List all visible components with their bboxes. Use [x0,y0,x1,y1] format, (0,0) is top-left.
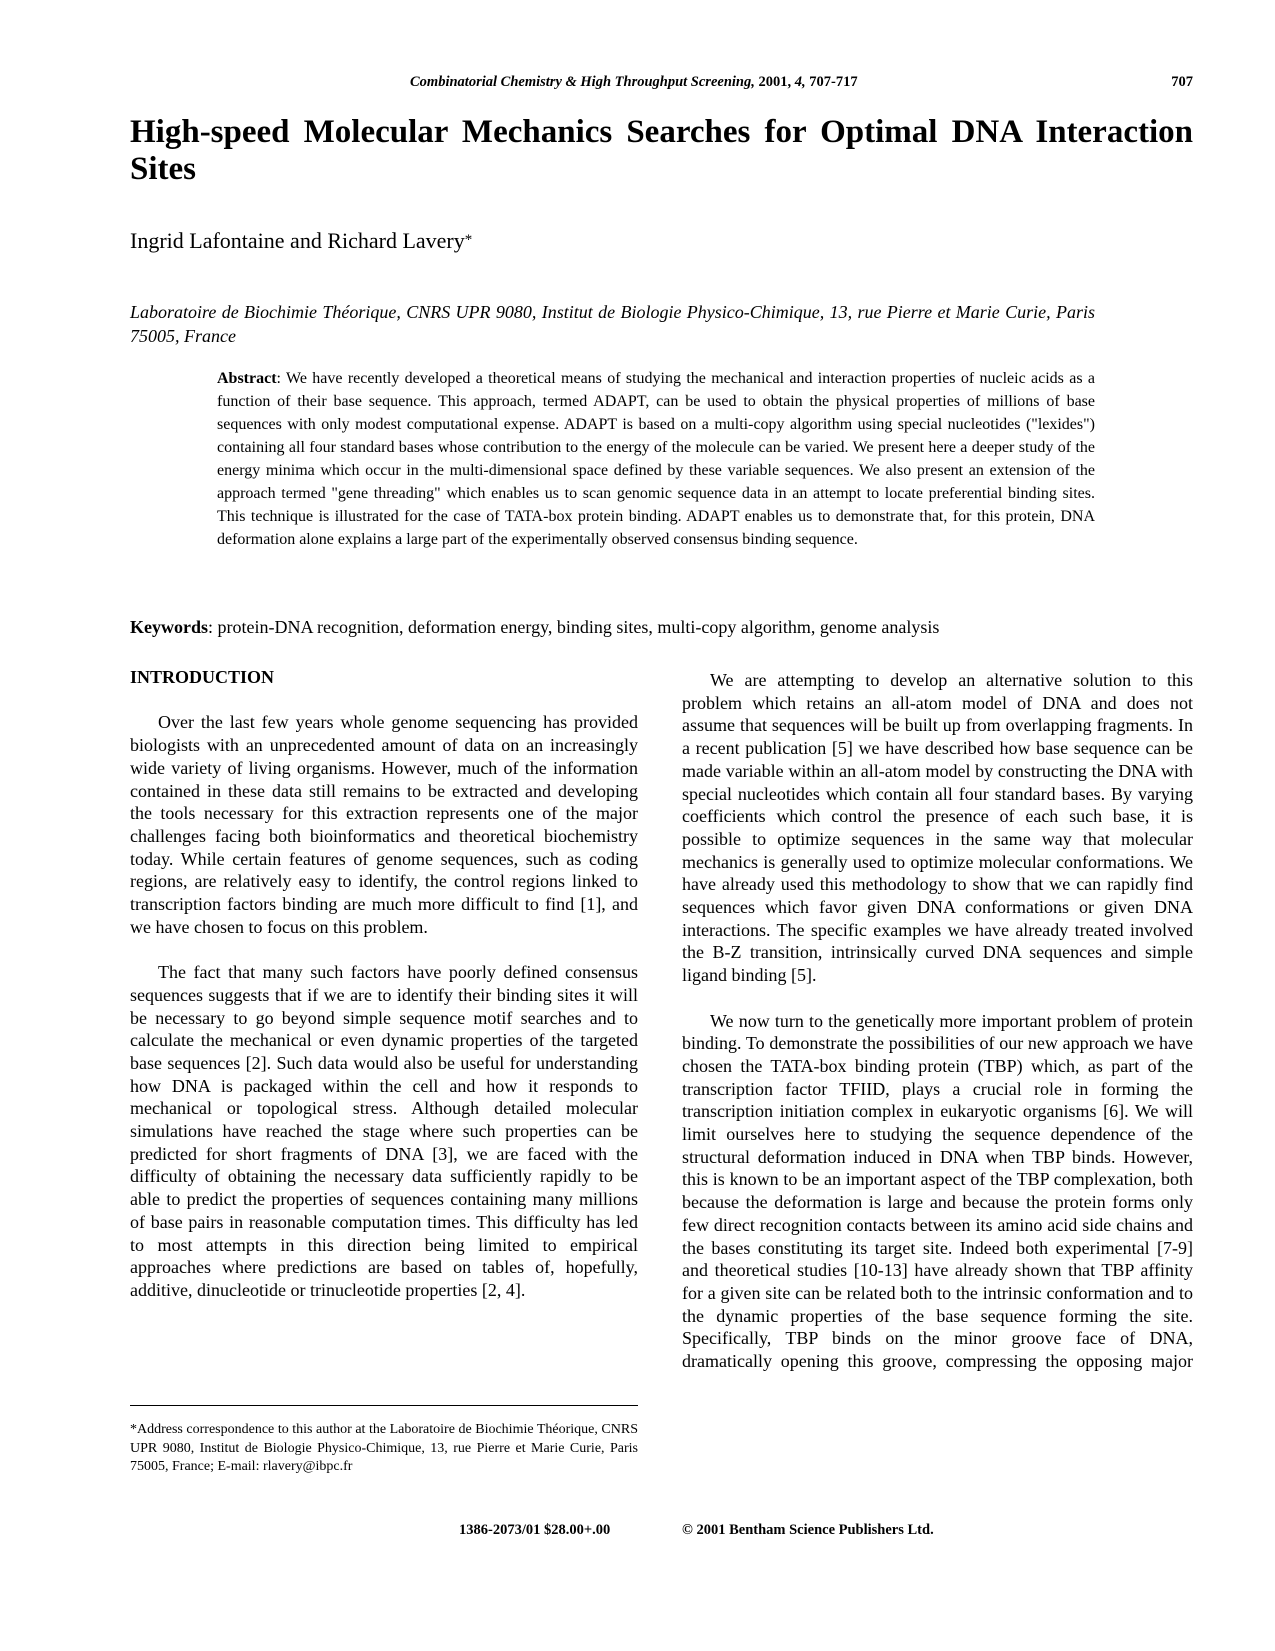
body-paragraph: The fact that many such factors have poorly defined consensus sequences suggests that if we are to identify their binding sites it will be necessary to go beyond simple sequence motif searches and to calculate the mechanical or even dynamic properties of the targeted base sequences [2]. Such data would also be useful for understanding how DNA is packaged within the cell and how it responds to mechanical or topological stress. Although detailed molecular simulations have reached the stage where such properties can be predicted for short fragments of DNA [3], we are faced with the difficulty of obtaining the necessary data sufficiently rapidly to be able to predict the properties of sequences containing many millions of base pairs in reasonable computation times. This difficulty has led to most attempts in this direction being limited to empirical approaches where predictions are based on tables of, hopefully, additive, dinucleotide or trinucleotide properties [2, 4]. [130,962,638,1300]
issn-price: 1386-2073/01 $28.00+.00 [459,1522,611,1538]
article-title: High-speed Molecular Mechanics Searches for Optimal DNA Interaction Sites [130,114,1193,187]
journal-name: Combinatorial Chemistry & High Throughput Screening, [410,74,755,90]
correspondence-footnote: *Address correspondence to this author at the Laboratoire de Biochimie Théorique, CNRS UPR 9080, Institut de Biologie Physico-Chimique, 13, rue Pierre et Marie Curie, Paris 75005, France; E-mail: rlavery@ibpc.fr [130,1422,638,1474]
body-paragraph: Over the last few years whole genome sequencing has provided biologists with an unprecedented amount of data on an increasingly wide variety of living organisms. However, much of the information contained in these data still remains to be extracted and developing the tools necessary for this extraction represents one of the major challenges facing both bioinformatics and theoretical biochemistry today. While certain features of genome sequences, such as coding regions, are relatively easy to identify, the control regions linked to transcription factors binding are much more difficult to find [1], and we have chosen to focus on this problem. [130,712,638,937]
affiliation: Laboratoire de Biochimie Théorique, CNRS UPR 9080, Institut de Biologie Physico-Chimique, 13, rue Pierre et Marie Curie, Paris 75005, France [130,302,1095,346]
section-heading-introduction: INTRODUCTION [130,667,275,687]
body-paragraph: We now turn to the genetically more important problem of protein binding. To demonstrate the possibilities of our new approach we have chosen the TATA-box binding protein (TBP) which, as part of the transcription factor TFIID, plays a crucial role in forming the transcription initiation complex in eukaryotic organisms [6]. We will limit ourselves here to studying the sequence dependence of the structural deformation induced in DNA when TBP binds. However, this is known to be an important aspect of the TBP complexation, both because the deformation is large and because the protein forms only few direct recognition contacts between its amino acid side chains and the bases constituting its target site. Indeed both experimental [7-9] and theoretical studies [10-13] have already shown that TBP affinity for a given site can be related both to the intrinsic conformation and to the dynamic properties of the base sequence forming the site. Specifically, TBP binds on the minor groove face of DNA, dramatically opening this groove, compressing the opposing major [682,1010,1193,1372]
copyright-notice: © 2001 Bentham Science Publishers Ltd. [682,1522,934,1538]
corresponding-author-mark: * [464,232,473,248]
right-column [682,669,1193,1395]
keywords-text: : protein-DNA recognition, deformation energy, binding sites, multi-copy algorithm, genome analysis [208,617,940,637]
journal-citation [410,74,858,91]
journal-volume: 4, [794,74,806,90]
journal-year: 2001, [758,74,792,90]
abstract-text: : We have recently developed a theoretical means of studying the mechanical and interaction properties of nucleic acids as a function of their base sequence. This approach, termed ADAPT, can be used to obtain the physical properties of millions of base sequences with only modest computational expense. ADAPT is based on a multi-copy algorithm using special nucleotides ("lexides") containing all four standard bases whose contribution to the energy of the molecule can be varied. We present here a deeper study of the energy minima which occur in the multi-dimensional space defined by these variable sequences. We also present an extension of the approach termed "gene threading" which enables us to scan genomic sequence data in an attempt to locate preferential binding sites. This technique is illustrated for the case of TATA-box protein binding. ADAPT enables us to demonstrate that, for this protein, DNA deformation alone explains a large part of the experimentally observed consensus binding sequence. [217,370,1095,548]
author-names: Ingrid Lafontaine and Richard Lavery [130,228,465,253]
keywords-label: Keywords [130,617,208,637]
keywords [130,615,1193,639]
journal-pages: 707-717 [809,74,858,90]
author-line [130,228,472,254]
abstract [217,367,1095,551]
footnote-divider [130,1405,638,1406]
page-number: 707 [1171,74,1193,90]
left-column [130,666,638,1324]
abstract-label: Abstract [217,370,277,387]
body-paragraph: We are attempting to develop an alternative solution to this problem which retains an all-atom model of DNA and does not assume that sequences will be built up from overlapping fragments. In a recent publication [5] we have described how base sequence can be made variable within an all-atom model by constructing the DNA with special nucleotides which contain all four standard bases. By varying coefficients which control the presence of each such base, it is possible to optimize sequences in the same way that molecular mechanics is generally used to optimize molecular conformations. We have already used this methodology to show that we can rapidly find sequences which favor given DNA conformations or given DNA interactions. The specific examples we have already treated involved the B-Z transition, intrinsically curved DNA sequences and simple ligand binding [5]. [682,670,1193,986]
